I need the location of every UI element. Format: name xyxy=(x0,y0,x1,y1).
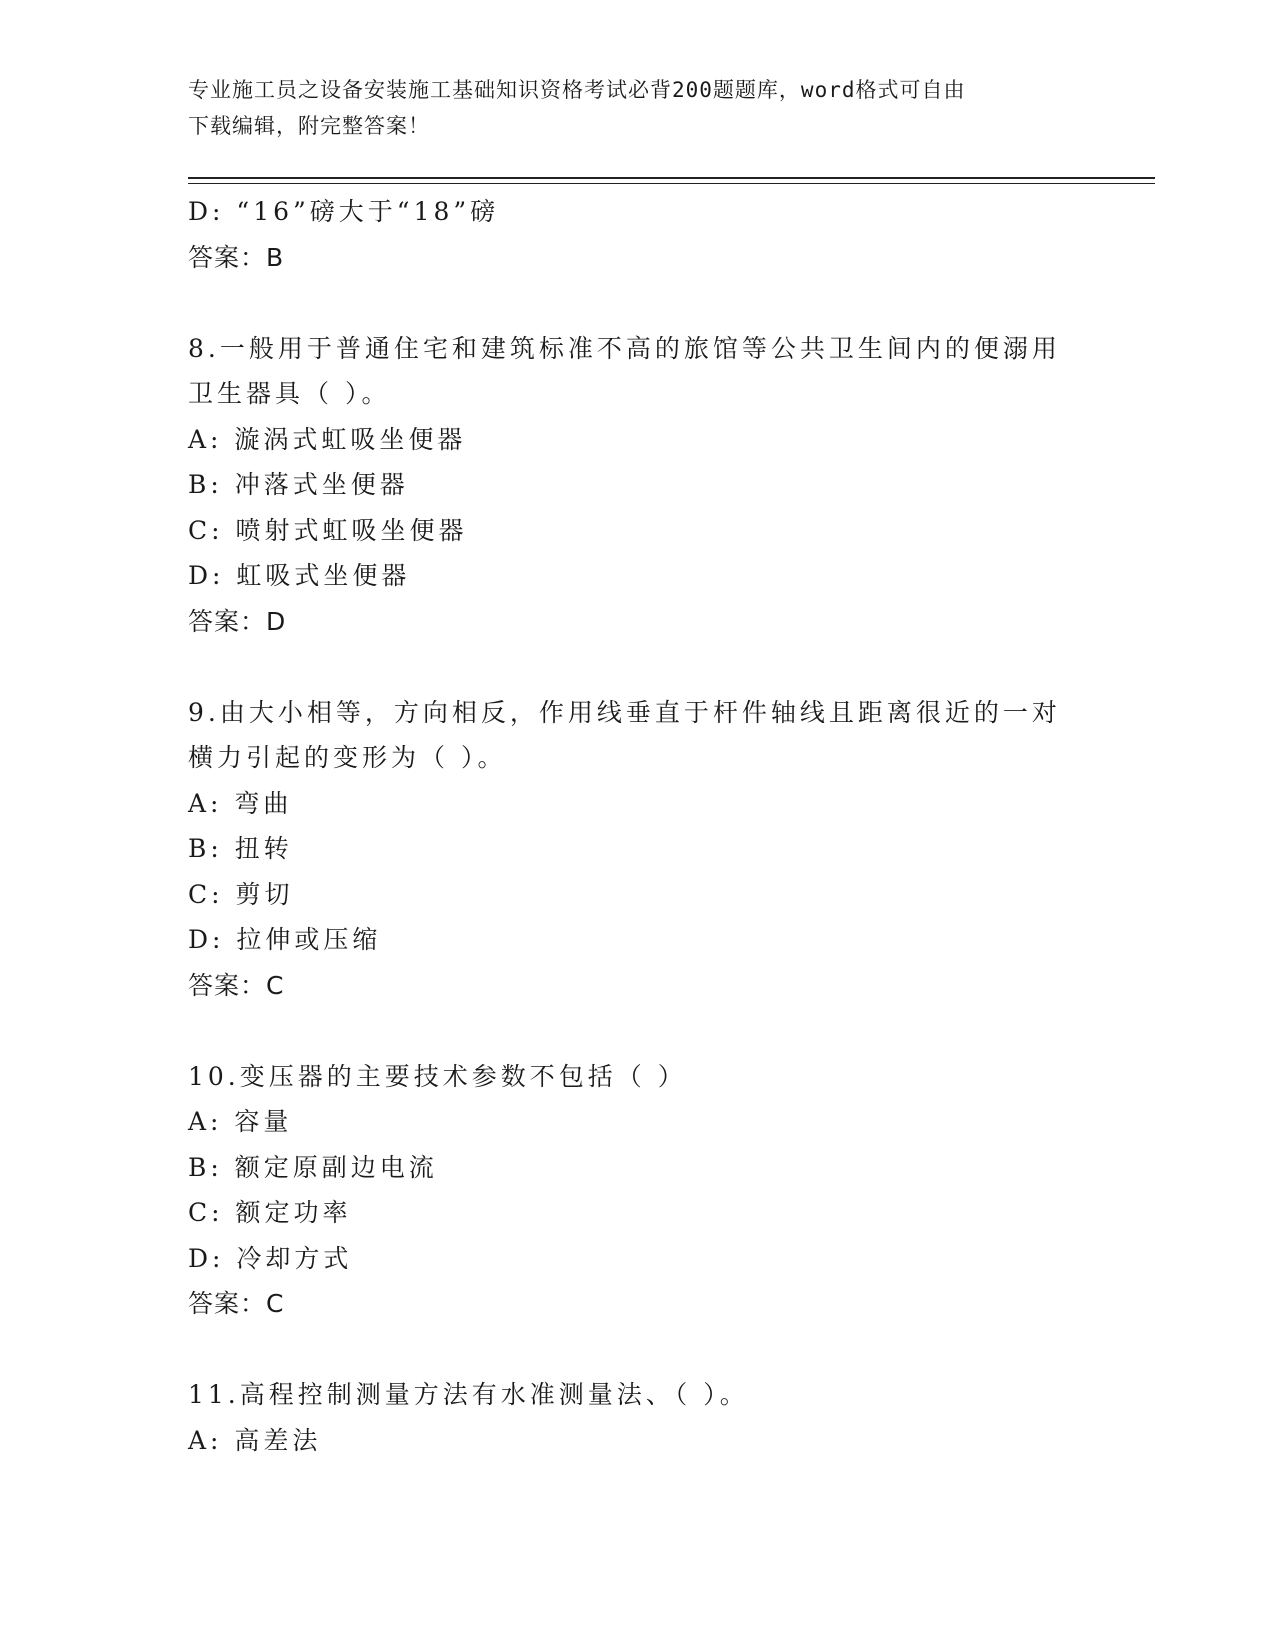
spacer xyxy=(188,1327,1088,1373)
document-header xyxy=(188,72,1068,144)
question-stem-continued: 横力引起的变形为（ ）。 xyxy=(188,743,507,772)
option-c: C: 喷射式虹吸坐便器 xyxy=(188,515,468,545)
option-d: D: 冷却方式 xyxy=(188,1243,353,1273)
option-d: D: “16”磅大于“18”磅 xyxy=(188,197,500,226)
answer-line: 答案：B xyxy=(188,242,285,272)
question-8 xyxy=(188,326,1088,645)
option-a: A: 弯曲 xyxy=(188,788,293,818)
option-b: B: 额定原副边电流 xyxy=(188,1152,438,1182)
option-c: C: 剪切 xyxy=(188,879,294,909)
header-divider-thick xyxy=(188,177,1155,179)
spacer xyxy=(188,644,1088,690)
question-stem: 11.高程控制测量方法有水准测量法、（ ）。 xyxy=(188,1380,749,1409)
option-c: C: 额定功率 xyxy=(188,1198,352,1227)
header-line-2: 下载编辑，附完整答案！ xyxy=(188,114,430,138)
question-stem: 8.一般用于普通住宅和建筑标准不高的旅馆等公共卫生间内的便溺用 xyxy=(188,333,1061,363)
answer-line: 答案：C xyxy=(188,970,285,1000)
option-d: D: 拉伸或压缩 xyxy=(188,925,382,954)
option-a: A: 高差法 xyxy=(188,1425,322,1455)
option-a: A: 容量 xyxy=(188,1107,293,1136)
option-b: B: 扭转 xyxy=(188,834,293,863)
header-line-1: 专业施工员之设备安装施工基础知识资格考试必背200题题库，word格式可自由 xyxy=(188,78,966,102)
question-list xyxy=(188,189,1088,1463)
question-9 xyxy=(188,690,1088,1009)
question-10 xyxy=(188,1054,1088,1327)
answer-line: 答案：C xyxy=(188,1289,285,1318)
question-stem-continued: 卫生器具（ ）。 xyxy=(188,379,391,408)
header-divider-thin xyxy=(188,183,1155,184)
option-d: D: 虹吸式坐便器 xyxy=(188,561,411,590)
spacer xyxy=(188,1008,1088,1054)
question-stem: 10.变压器的主要技术参数不包括（ ） xyxy=(188,1061,687,1091)
question-7-tail xyxy=(188,189,1088,280)
question-stem: 9.由大小相等，方向相反，作用线垂直于杆件轴线且距离很近的一对 xyxy=(188,697,1061,727)
question-11 xyxy=(188,1372,1088,1463)
option-b: B: 冲落式坐便器 xyxy=(188,470,409,499)
option-a: A: 漩涡式虹吸坐便器 xyxy=(188,424,467,454)
answer-line: 答案：D xyxy=(188,606,287,636)
spacer xyxy=(188,280,1088,326)
